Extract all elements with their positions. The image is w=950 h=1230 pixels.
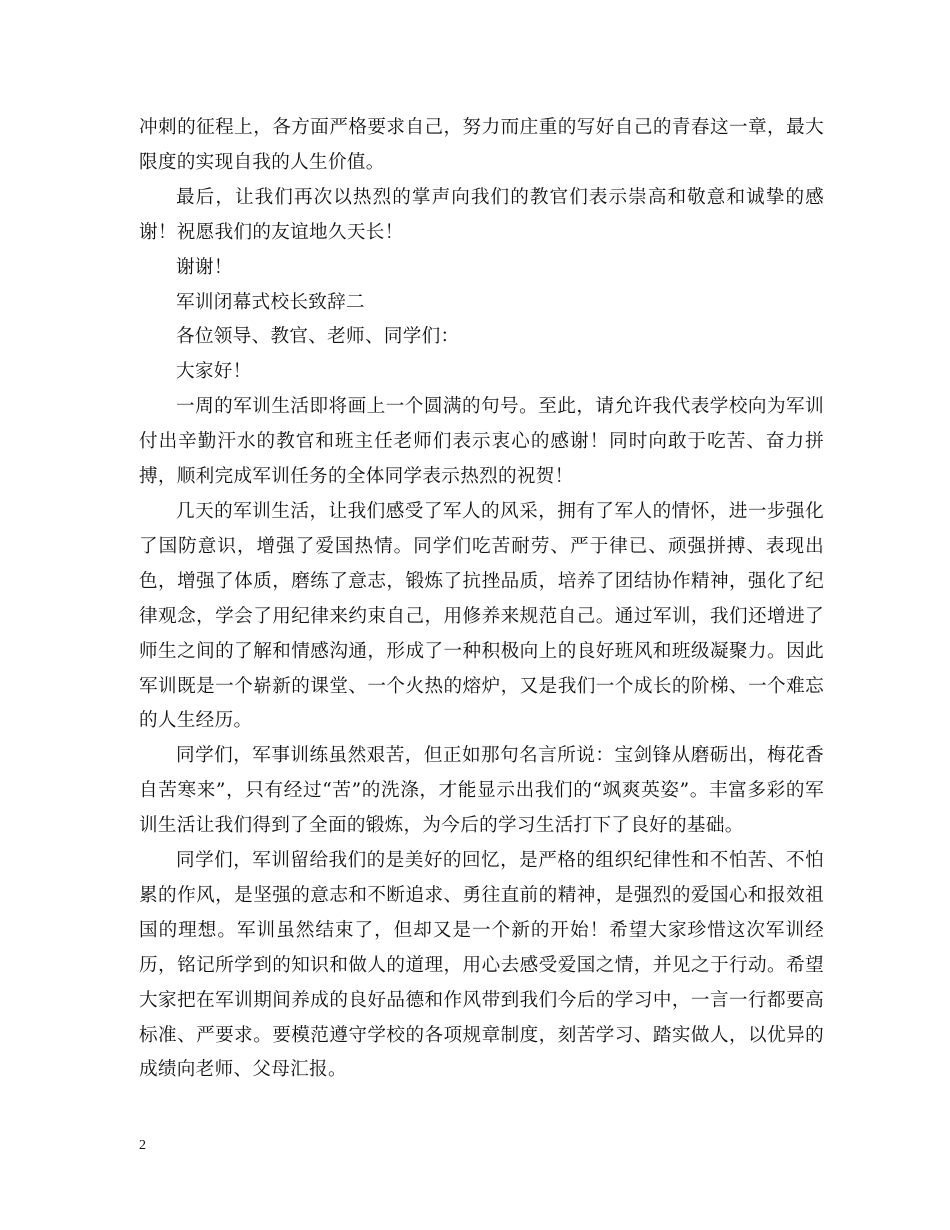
paragraph-7: 一周的军训生活即将画上一个圆满的句号。至此，请允许我代表学校向为军训付出辛勤汗水的教官和班主任老师们表示衷心的感谢！同时向敢于吃苦、奋力拼搏，顺利完成军训任务的全体同学表示热烈的祝贺！ [139, 396, 824, 488]
page-number: 2 [139, 1138, 146, 1153]
document-body [139, 111, 824, 1088]
paragraph-10: 同学们，军训留给我们的是美好的回忆，是严格的组织纪律性和不怕苦、不怕累的作风，是坚强的意志和不断追求、勇往直前的精神，是强烈的爱国心和报效祖国的理想。军训虽然结束了，但却又是一个新的开始！希望大家珍惜这次军训经历，铭记所学到的知识和做人的道理，用心去感受爱国之情，并见之于行动。希望大家把在军训期间养成的良好品德和作风带到我们今后的学习中，一言一行都要高标准、严要求。要模范遵守学校的各项规章制度，刻苦学习、踏实做人，以优异的成绩向老师、父母汇报。 [139, 850, 824, 1081]
paragraph-3: 谢谢！ [176, 256, 233, 278]
salutation: 各位领导、教官、老师、同学们： [176, 326, 460, 348]
paragraph-2: 最后，让我们再次以热烈的掌声向我们的教官们表示崇高和敬意和诚挚的感谢！祝愿我们的友谊地久天长！ [139, 186, 824, 243]
paragraph-1: 冲刺的征程上，各方面严格要求自己，努力而庄重的写好自己的青春这一章，最大限度的实现自我的人生价值。 [139, 117, 824, 173]
paragraph-8: 几天的军训生活，让我们感受了军人的风采，拥有了军人的情怀，进一步强化了国防意识，增强了爱国热情。同学们吃苦耐劳、严于律已、顽强拼搏、表现出色，增强了体质，磨练了意志，锻炼了抗挫品质，培养了团结协作精神，强化了纪律观念，学会了用纪律来约束自己，用修养来规范自己。通过军训，我们还增进了师生之间的了解和情感沟通，形成了一种积极向上的良好班风和班级凝聚力。因此军训既是一个崭新的课堂、一个火热的熔炉，又是我们一个成长的阶梯、一个难忘的人生经历。 [139, 500, 824, 732]
paragraph-9: 同学们，军事训练虽然艰苦，但正如那句名言所说：宝剑锋从磨砺出，梅花香自苦寒来”，只有经过“苦”的洗涤，才能显示出我们的“飒爽英姿”。丰富多彩的军训生活让我们得到了全面的锻炼，为今后的学习生活打下了良好的基础。 [139, 745, 824, 837]
section-title: 军训闭幕式校长致辞二 [176, 291, 365, 313]
greeting: 大家好！ [176, 361, 252, 383]
